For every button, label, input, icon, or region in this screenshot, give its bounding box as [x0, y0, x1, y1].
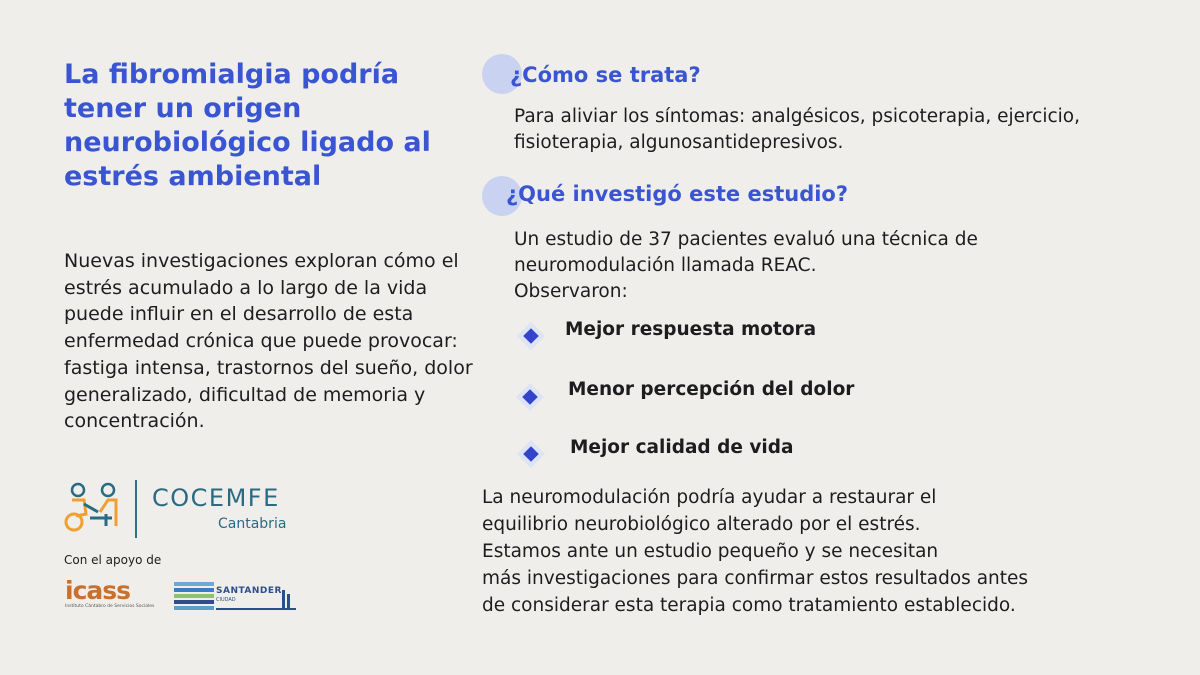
study-text-line2: neuromodulación llamada REAC. — [514, 255, 817, 276]
santander-logo-subtitle: CIUDAD — [216, 597, 236, 603]
santander-logo-text: SANTANDER — [216, 586, 282, 596]
study-text-line1: Un estudio de 37 pacientes evaluó una técnica de — [514, 229, 978, 250]
conclusion-line: Estamos ante un estudio pequeño y se necesitan — [482, 541, 939, 562]
support-label: Con el apoyo de — [64, 553, 162, 567]
icass-logo-subtitle: Instituto Cántabro de Servicios Sociales — [65, 604, 155, 609]
section-heading-treatment: ¿Cómo se trata? — [510, 63, 701, 87]
diamond-bullet-icon — [512, 379, 548, 415]
diamond-bullet-icon — [513, 318, 549, 354]
logo-name: COCEMFE — [152, 484, 280, 512]
icass-logo-text: icass — [65, 576, 131, 605]
santander-logo-icon — [174, 580, 296, 612]
conclusion-line: de considerar esta terapia como tratamiento establecido. — [482, 595, 1016, 616]
conclusion-line: equilibrio neurobiológico alterado por el estrés. — [482, 514, 921, 535]
conclusion-line: La neuromodulación podría ayudar a restaurar el — [482, 487, 937, 508]
treatment-text: Para aliviar los síntomas: analgésicos, psicoterapia, ejercicio, fisioterapia, algunosantidepresivos. — [514, 106, 1081, 153]
cocemfe-logo-icon — [64, 478, 134, 540]
bullet-label: Menor percepción del dolor — [568, 379, 855, 400]
logo-divider — [135, 480, 137, 538]
study-text-line3: Observaron: — [514, 281, 628, 302]
conclusion-line: más investigaciones para confirmar estos resultados antes — [482, 568, 1029, 589]
bullet-label: Mejor respuesta motora — [565, 319, 817, 340]
logo-subtitle: Cantabria — [218, 516, 287, 532]
diamond-bullet-icon — [513, 436, 549, 472]
intro-text: Nuevas investigaciones exploran cómo el estrés acumulado a lo largo de la vida puede influir en el desarrollo de esta enfermedad crónica que puede provocar: fastiga intensa, trastornos del sueño, dolor generalizado, dificultad de memoria y concentración. — [64, 250, 473, 433]
page-title: La fibromialgia podría tener un origen neurobiológico ligado al estrés ambiental — [64, 59, 431, 192]
section-heading-study: ¿Qué investigó este estudio? — [506, 182, 849, 206]
bullet-label: Mejor calidad de vida — [570, 437, 794, 458]
